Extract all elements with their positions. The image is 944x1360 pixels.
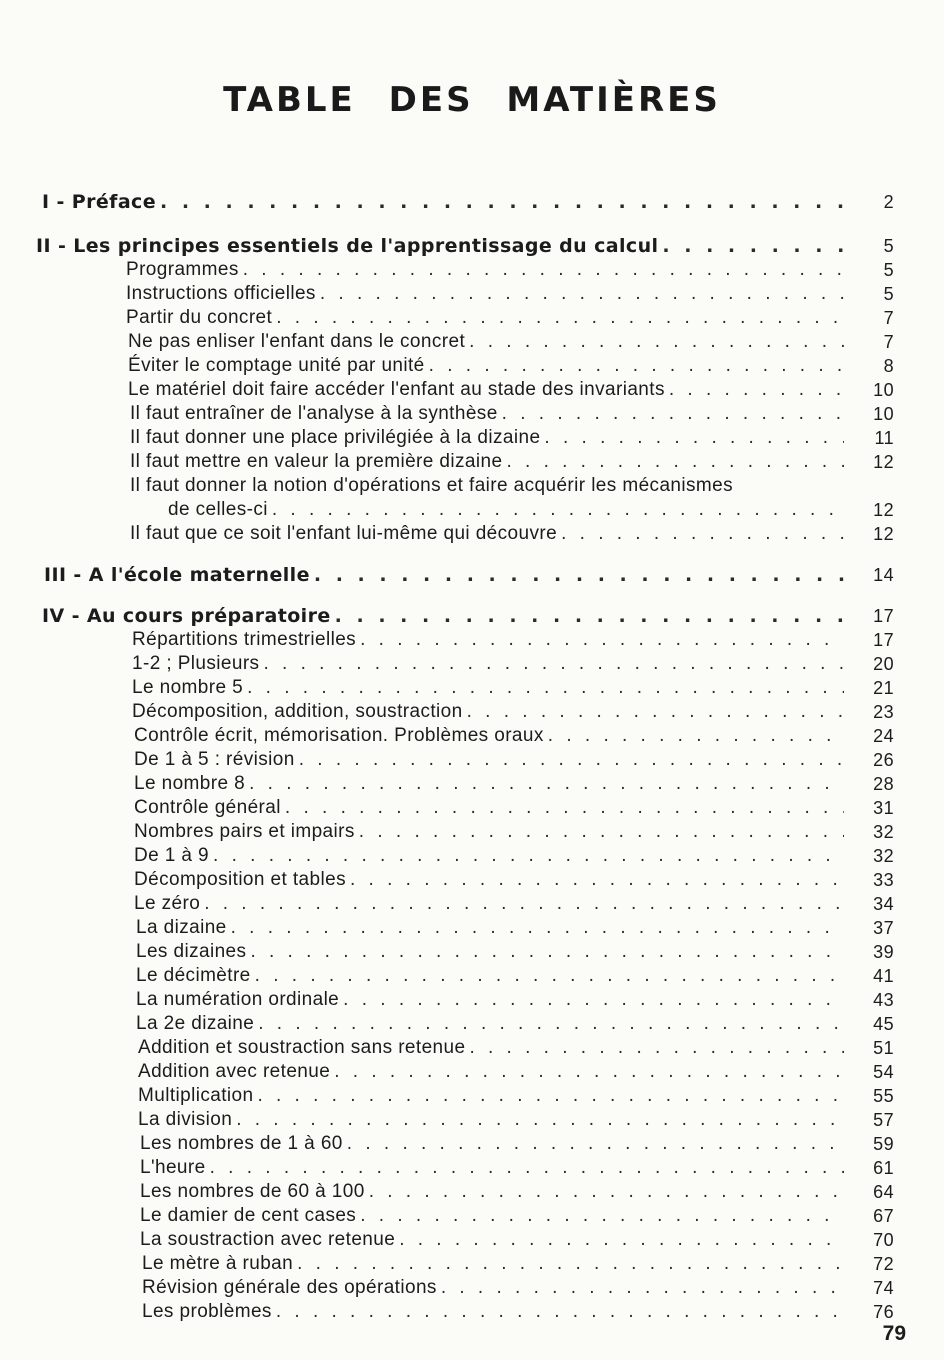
toc-entry — [0, 190, 944, 214]
toc-entry-page: 5 — [883, 236, 894, 256]
toc-entry — [0, 1228, 944, 1252]
toc-entry-page: 5 — [883, 260, 894, 280]
toc-entry-label: IV - Au cours préparatoire — [42, 605, 331, 627]
dot-leader — [310, 563, 844, 587]
toc-entry-page: 43 — [873, 990, 894, 1010]
toc-entry-page: 70 — [873, 1230, 894, 1250]
toc-entry-page: 17 — [873, 630, 894, 650]
toc-entry-label: Ne pas enliser l'enfant dans le concret — [128, 331, 466, 352]
toc-entry — [0, 796, 944, 820]
toc-entry-page: 2 — [883, 192, 894, 212]
toc-entry-label: Le décimètre — [136, 965, 251, 986]
dot-leader — [227, 916, 844, 940]
dot-leader — [281, 796, 844, 820]
toc-entry — [0, 772, 944, 796]
toc-entry-label: Addition et soustraction sans retenue — [138, 1037, 466, 1058]
toc-entry-label: Programmes — [126, 259, 239, 280]
dot-leader — [356, 628, 844, 652]
toc-entry-label: La dizaine — [136, 917, 227, 938]
dot-leader — [245, 772, 844, 796]
toc-entry — [0, 748, 944, 772]
toc-entry-page: 61 — [873, 1158, 894, 1178]
toc-entry-page: 11 — [874, 428, 894, 448]
toc-entry — [0, 724, 944, 748]
toc-entry-page: 74 — [873, 1278, 894, 1298]
toc-entry — [0, 330, 944, 354]
dot-leader — [251, 964, 844, 988]
toc-entry-label: I - Préface — [42, 191, 157, 213]
toc-entry-label: Décomposition et tables — [134, 869, 346, 890]
toc-entry-label: Instructions officielles — [126, 283, 316, 304]
toc-entry-page: 51 — [873, 1038, 894, 1058]
toc-entry — [0, 1276, 944, 1300]
toc-entry — [0, 234, 944, 258]
toc-entry-label: Il faut mettre en valeur la première dizaine — [130, 451, 503, 472]
toc-entry — [0, 306, 944, 330]
toc-entry-label: Addition avec retenue — [138, 1061, 331, 1082]
toc-entry — [0, 474, 944, 498]
toc-entry-label: Les problèmes — [142, 1301, 272, 1322]
toc-entry-page: 17 — [873, 606, 894, 626]
toc-entry-page: 37 — [873, 918, 894, 938]
dot-leader — [343, 1132, 844, 1156]
toc-entry-label: La numération ordinale — [136, 989, 340, 1010]
toc-entry — [0, 282, 944, 306]
toc-entry-page: 31 — [873, 798, 894, 818]
toc-entry-page: 8 — [883, 356, 894, 376]
toc-entry — [0, 522, 944, 546]
dot-leader — [557, 522, 844, 546]
toc-entry-page: 54 — [873, 1062, 894, 1082]
toc-entry-page: 12 — [873, 500, 894, 520]
toc-entry-label: De 1 à 9 — [134, 845, 210, 866]
toc-entry-label: Il faut que ce soit l'enfant lui-même qui découvre — [130, 523, 558, 544]
toc-entry — [0, 1180, 944, 1204]
dot-leader — [239, 258, 844, 282]
dot-leader — [502, 450, 844, 474]
toc-entry-label: La 2e dizaine — [136, 1013, 255, 1034]
toc-entry-label: Partir du concret — [126, 307, 273, 328]
toc-entry-page: 10 — [873, 380, 894, 400]
dot-leader — [658, 234, 844, 258]
toc-entry-label: Le mètre à ruban — [142, 1253, 294, 1274]
dot-leader — [465, 1036, 844, 1060]
toc-entry-label: Révision générale des opérations — [142, 1277, 437, 1298]
toc-entry-label: La division — [138, 1109, 233, 1130]
toc-entry-label: 1-2 ; Plusieurs — [132, 653, 260, 674]
toc-entry — [0, 604, 944, 628]
dot-leader — [209, 844, 844, 868]
dot-leader — [395, 1228, 844, 1252]
toc-entry — [0, 1012, 944, 1036]
toc-entry-label: Le matériel doit faire accéder l'enfant au stade des invariants — [128, 379, 665, 400]
toc-entry — [0, 563, 944, 587]
toc-entry-label: L'heure — [140, 1157, 206, 1178]
toc-entry-page: 7 — [883, 308, 894, 328]
toc-entry — [0, 1108, 944, 1132]
toc-entry-label: Éviter le comptage unité par unité — [128, 355, 425, 376]
toc-entry-label: II - Les principes essentiels de l'apprentissage du calcul — [36, 235, 659, 257]
toc-entry-label: Le damier de cent cases — [140, 1205, 357, 1226]
toc-entry — [0, 844, 944, 868]
dot-leader — [253, 1084, 844, 1108]
toc-entry-label: Multiplication — [138, 1085, 254, 1106]
toc-entry-page: 5 — [883, 284, 894, 304]
toc-entry — [0, 258, 944, 282]
page-title: TABLE DES MATIÈRES — [223, 80, 721, 120]
dot-leader — [331, 604, 844, 628]
toc-entry — [0, 1084, 944, 1108]
toc-entry — [0, 700, 944, 724]
toc-entry — [0, 1036, 944, 1060]
toc-entry — [0, 652, 944, 676]
dot-leader — [259, 652, 844, 676]
toc-entry — [0, 988, 944, 1012]
toc-entry-label: Contrôle général — [134, 797, 281, 818]
toc-entry-label: Le zéro — [134, 893, 201, 914]
toc-entry-page: 59 — [873, 1134, 894, 1154]
dot-leader — [293, 1252, 844, 1276]
toc-entry — [0, 1252, 944, 1276]
dot-leader — [232, 1108, 844, 1132]
toc-entry — [0, 1300, 944, 1324]
toc-entry-page: 67 — [873, 1206, 894, 1226]
toc-entry-label: Le nombre 8 — [134, 773, 246, 794]
toc-entry-page: 14 — [873, 565, 894, 585]
toc-entry-label: Il faut donner la notion d'opérations et faire acquérir les mécanismes — [130, 475, 734, 496]
toc-entry-page: 20 — [873, 654, 894, 674]
toc-entry-label: de celles-ci — [168, 499, 268, 520]
dot-leader — [316, 282, 844, 306]
toc-entry-label: Il faut donner une place privilégiée à la dizaine — [130, 427, 541, 448]
toc-entry-label: Le nombre 5 — [132, 677, 244, 698]
toc-entry — [0, 450, 944, 474]
toc-entry — [0, 820, 944, 844]
toc-entry — [0, 1156, 944, 1180]
toc-entry-label: La soustraction avec retenue — [140, 1229, 396, 1250]
toc-entry-page: 26 — [873, 750, 894, 770]
dot-leader — [246, 940, 844, 964]
dot-leader — [425, 354, 844, 378]
toc-entry — [0, 964, 944, 988]
toc-entry — [0, 892, 944, 916]
dot-leader — [346, 868, 844, 892]
toc-entry — [0, 402, 944, 426]
dot-leader — [254, 1012, 844, 1036]
toc-entry-label: Contrôle écrit, mémorisation. Problèmes oraux — [134, 725, 544, 746]
toc-entry-page: 23 — [873, 702, 894, 722]
toc-entry-page: 12 — [873, 452, 894, 472]
toc-entry — [0, 676, 944, 700]
dot-leader — [437, 1276, 844, 1300]
toc-entry-label: Décomposition, addition, soustraction — [132, 701, 463, 722]
toc-entry-label: Répartitions trimestrielles — [132, 629, 357, 650]
dot-leader — [272, 306, 844, 330]
toc-entry — [0, 940, 944, 964]
toc-entry — [0, 1204, 944, 1228]
toc-entry-page: 24 — [873, 726, 894, 746]
toc-entry — [0, 354, 944, 378]
dot-leader — [268, 498, 844, 522]
dot-leader — [295, 748, 844, 772]
dot-leader — [243, 676, 844, 700]
toc-entry-label: Les nombres de 60 à 100 — [140, 1181, 365, 1202]
dot-leader — [156, 190, 844, 214]
toc-entry-label: De 1 à 5 : révision — [134, 749, 295, 770]
toc-entry — [0, 426, 944, 450]
toc-entry-page: 39 — [873, 942, 894, 962]
toc-entry-page: 10 — [873, 404, 894, 424]
toc-entry-page: 76 — [873, 1302, 894, 1322]
dot-leader — [330, 1060, 844, 1084]
dot-leader — [206, 1156, 844, 1180]
toc-entry — [0, 628, 944, 652]
toc-entry — [0, 1132, 944, 1156]
toc-entry-page: 72 — [873, 1254, 894, 1274]
toc-entry-page: 28 — [873, 774, 894, 794]
dot-leader — [665, 378, 844, 402]
toc-entry-page: 21 — [873, 678, 894, 698]
toc-entry-label: Nombres pairs et impairs — [134, 821, 355, 842]
toc-entry — [0, 378, 944, 402]
dot-leader — [465, 330, 844, 354]
toc-entry — [0, 1060, 944, 1084]
toc-entry-page: 32 — [873, 822, 894, 842]
dot-leader — [540, 426, 844, 450]
dot-leader — [463, 700, 844, 724]
toc-entry — [0, 498, 944, 522]
toc-entry — [0, 916, 944, 940]
dot-leader — [200, 892, 844, 916]
toc-entry-page: 32 — [873, 846, 894, 866]
dot-leader — [498, 402, 844, 426]
toc-entry-label: Les nombres de 1 à 60 — [140, 1133, 343, 1154]
toc-entry-page: 64 — [873, 1182, 894, 1202]
dot-leader — [339, 988, 844, 1012]
dot-leader — [544, 724, 844, 748]
toc-entry-page: 55 — [873, 1086, 894, 1106]
toc-entry-label: III - A l'école maternelle — [44, 564, 310, 586]
dot-leader — [272, 1300, 844, 1324]
page-number: 79 — [882, 1322, 906, 1345]
toc-entry-page: 41 — [873, 966, 894, 986]
toc-entry-page: 45 — [873, 1014, 894, 1034]
dot-leader — [365, 1180, 844, 1204]
toc-entry-page: 34 — [873, 894, 894, 914]
toc-entry — [0, 868, 944, 892]
toc-entry-label: Les dizaines — [136, 941, 247, 962]
dot-leader — [356, 1204, 844, 1228]
toc-entry-page: 33 — [873, 870, 894, 890]
toc-entry-page: 7 — [883, 332, 894, 352]
toc-entry-page: 12 — [873, 524, 894, 544]
toc-entry-label: Il faut entraîner de l'analyse à la synthèse — [130, 403, 498, 424]
dot-leader — [355, 820, 844, 844]
toc-entry-page: 57 — [873, 1110, 894, 1130]
